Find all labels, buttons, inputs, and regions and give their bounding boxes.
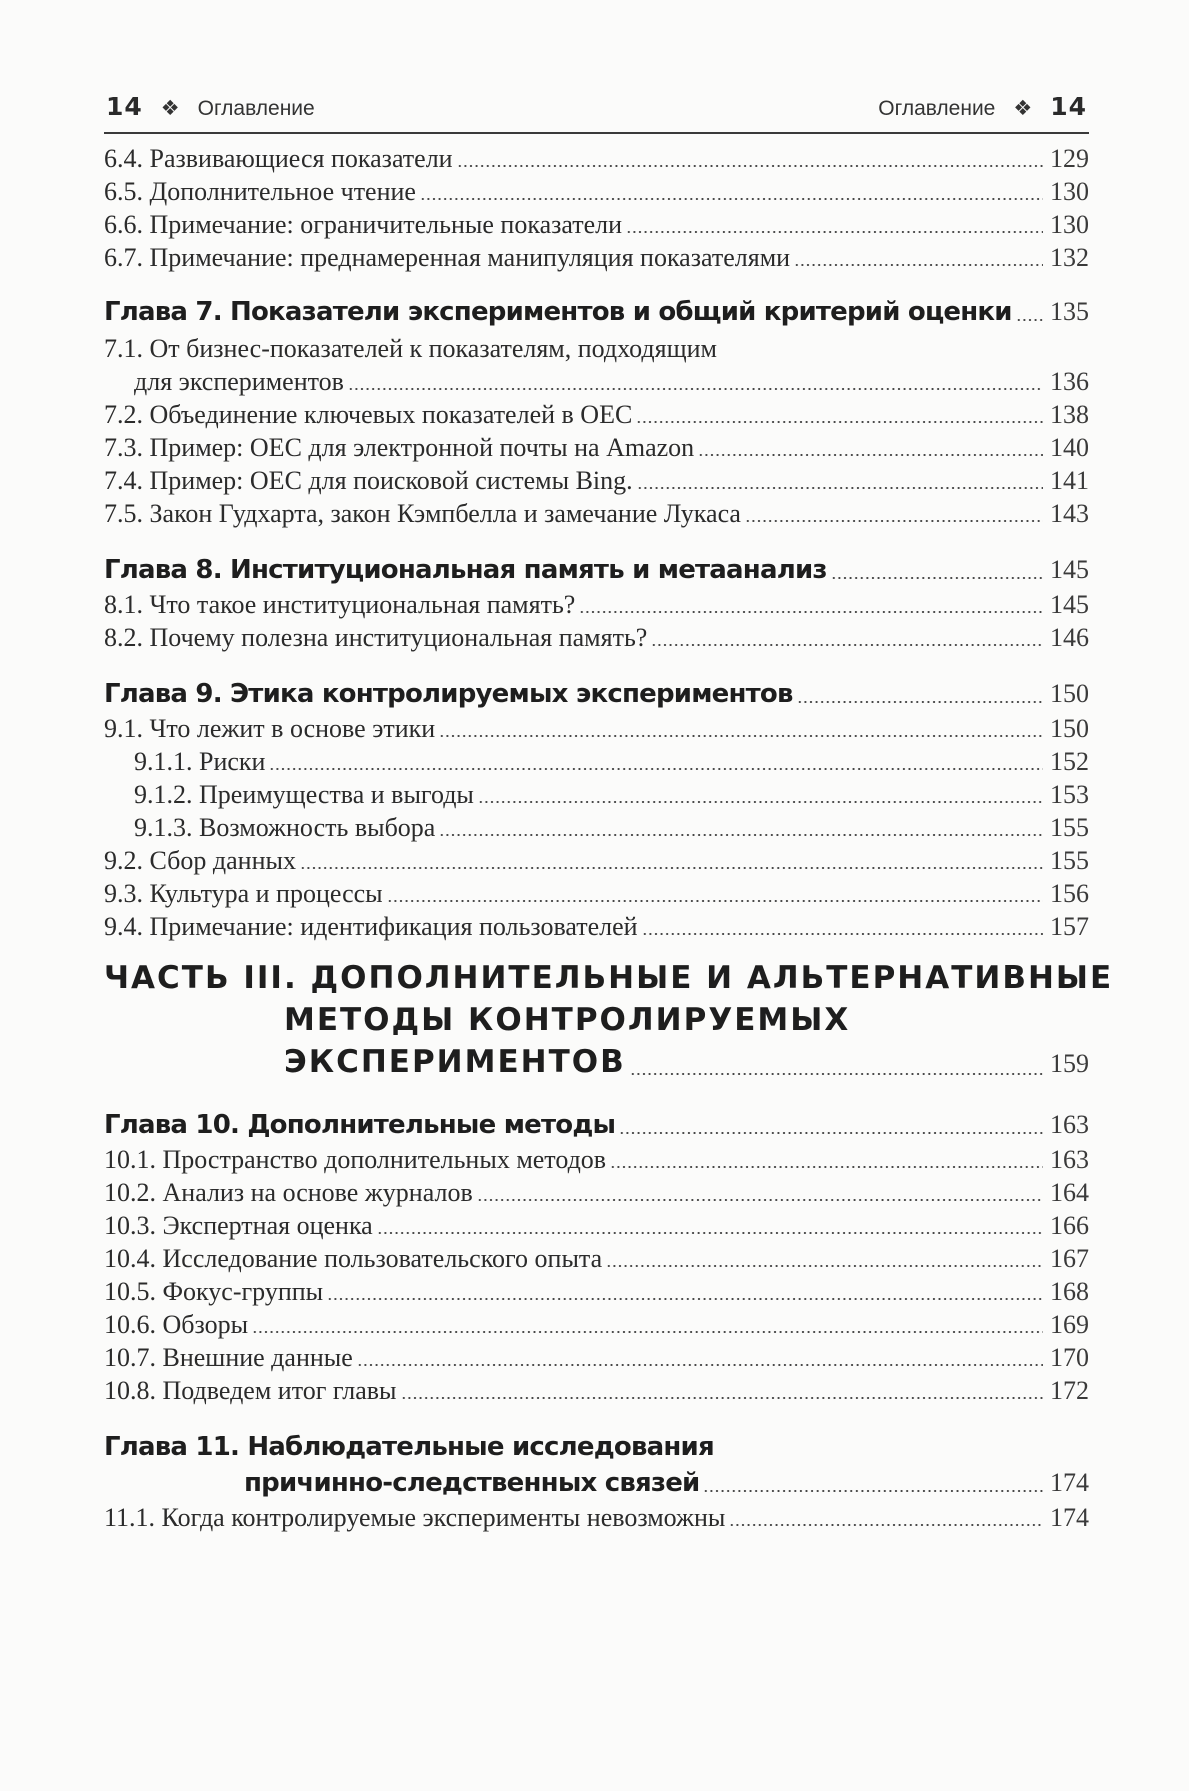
dot-leader (439, 735, 1043, 737)
toc-entry-page: 156 (1050, 879, 1089, 908)
toc-entry-page: 155 (1050, 846, 1089, 875)
toc-subentry[interactable] (104, 778, 1089, 811)
dot-leader (401, 1397, 1044, 1399)
toc-entry-label: 10.5. Фокус-группы (104, 1277, 324, 1306)
toc-entry-page: 172 (1050, 1376, 1089, 1405)
toc-subentry[interactable] (104, 745, 1089, 778)
toc-entry-label: 10.1. Пространство дополнительных методов (104, 1145, 607, 1174)
toc-entry[interactable] (104, 1176, 1089, 1209)
part-title-line: МЕТОДЫ КОНТРОЛИРУЕМЫХ (284, 1002, 851, 1038)
chapter-10-items (104, 1143, 1089, 1407)
toc-entry-page: 140 (1050, 433, 1089, 462)
dot-leader (377, 1232, 1043, 1234)
toc-entry-page: 143 (1050, 499, 1089, 528)
chapter-title: Глава 7. Показатели экспериментов и общий критерий оценки (104, 297, 1012, 327)
running-title: Оглавление (878, 97, 996, 120)
dot-leader (794, 264, 1043, 266)
toc-entry-label: 6.4. Развивающиеся показатели (104, 144, 453, 173)
dot-leader (619, 1132, 1043, 1134)
toc-entry-label: 9.1.1. Риски (134, 747, 266, 776)
dot-leader (630, 1073, 1043, 1075)
toc-entry[interactable] (104, 588, 1089, 621)
toc-entry-label: 10.8. Подведем итог главы (104, 1376, 397, 1405)
toc-entry-page: 132 (1050, 243, 1089, 272)
dot-leader (477, 1199, 1043, 1201)
ornament-icon: ❖ (160, 96, 180, 120)
dot-leader (745, 520, 1043, 522)
dot-leader (327, 1298, 1043, 1300)
toc-entry-label: 7.5. Закон Гудхарта, закон Кэмпбелла и замечание Лукаса (104, 499, 741, 528)
toc-entry-page: 166 (1050, 1211, 1089, 1240)
dot-leader (579, 611, 1043, 613)
book-page (104, 88, 1114, 1534)
toc-entry-page: 145 (1050, 590, 1089, 619)
chapter-title: Глава 8. Институциональная память и метаанализ (104, 555, 827, 585)
toc-entry[interactable] (104, 621, 1089, 654)
toc-entry-page: 167 (1050, 1244, 1089, 1273)
toc-entry-page: 141 (1050, 466, 1089, 495)
toc-entry-label: 10.4. Исследование пользовательского опыта (104, 1244, 603, 1273)
dot-leader (478, 801, 1043, 803)
dot-leader (357, 1364, 1043, 1366)
toc-entry-label: 8.2. Почему полезна институциональная память? (104, 623, 648, 652)
dot-leader (1016, 319, 1043, 321)
part-title-last-line (104, 1041, 1089, 1085)
toc-entry-label: 10.2. Анализ на основе журналов (104, 1178, 473, 1207)
toc-entry[interactable] (104, 1374, 1089, 1407)
chapter-page: 163 (1050, 1110, 1089, 1139)
dot-leader (797, 701, 1043, 703)
dot-leader (642, 933, 1043, 935)
toc-entry-label: 9.2. Сбор данных (104, 846, 296, 875)
toc-entry[interactable] (104, 497, 1089, 530)
dot-leader (606, 1265, 1043, 1267)
chapter-title-continued: причинно-следственных связей (244, 1468, 700, 1498)
chapter-title: Глава 11. Наблюдательные исследования (104, 1432, 714, 1462)
toc-entry-label: 8.1. Что такое институциональная память? (104, 590, 576, 619)
dot-leader (637, 487, 1043, 489)
toc-entry-label: 6.5. Дополнительное чтение (104, 177, 416, 206)
chapter-title: Глава 10. Дополнительные методы (104, 1110, 616, 1140)
toc-entry-page: 129 (1050, 144, 1089, 173)
dot-leader (729, 1524, 1043, 1526)
running-title: Оглавление (197, 97, 315, 120)
chapter-8-items (104, 588, 1089, 654)
toc-entry-label: 9.4. Примечание: идентификация пользователей (104, 912, 638, 941)
ornament-icon: ❖ (1013, 96, 1033, 120)
toc-entry-page: 157 (1050, 912, 1089, 941)
toc-entry-label: 11.1. Когда контролируемые эксперименты невозможны (104, 1503, 726, 1532)
running-head (104, 88, 1089, 134)
part-title-line: ЭКСПЕРИМЕНТОВ (284, 1044, 626, 1080)
chapter-page: 135 (1050, 297, 1089, 326)
toc-entry-page: 163 (1050, 1145, 1089, 1174)
dot-leader (626, 231, 1043, 233)
toc-entry[interactable] (104, 1501, 1089, 1534)
dot-leader (651, 644, 1043, 646)
toc-entry[interactable] (104, 1341, 1089, 1374)
table-of-contents (104, 142, 1114, 1534)
toc-entry-label: 7.4. Пример: OEC для поисковой системы Bing. (104, 466, 633, 495)
toc-entry-page: 155 (1050, 813, 1089, 842)
toc-entry[interactable] (104, 431, 1089, 464)
page-number: 14 (106, 92, 143, 121)
chapter-9-items (104, 712, 1089, 943)
chapter-6-items (104, 142, 1089, 274)
toc-entry-label: 6.6. Примечание: ограничительные показатели (104, 210, 623, 239)
chapter-heading[interactable] (104, 1429, 1089, 1501)
running-head-left (106, 92, 315, 121)
dot-leader (348, 388, 1043, 390)
toc-entry[interactable] (104, 175, 1089, 208)
toc-entry-label: 9.3. Культура и процессы (104, 879, 383, 908)
toc-entry-label: 10.6. Обзоры (104, 1310, 249, 1339)
dot-leader (457, 165, 1043, 167)
toc-entry-page: 138 (1050, 400, 1089, 429)
toc-entry-page: 174 (1050, 1503, 1089, 1532)
chapter-heading[interactable] (104, 294, 1089, 330)
toc-entry[interactable] (104, 241, 1089, 274)
dot-leader (610, 1166, 1043, 1168)
toc-entry[interactable] (104, 1308, 1089, 1341)
toc-entry[interactable] (104, 1209, 1089, 1242)
dot-leader (387, 900, 1043, 902)
part-title-line: ЧАСТЬ III. ДОПОЛНИТЕЛЬНЫЕ И АЛЬТЕРНАТИВНЫЕ (104, 960, 1114, 996)
chapter-title-last-line (104, 1465, 1089, 1501)
toc-entry-label: 10.3. Экспертная оценка (104, 1211, 373, 1240)
dot-leader (698, 454, 1043, 456)
toc-entry[interactable] (104, 208, 1089, 241)
toc-entry-page: 150 (1050, 714, 1089, 743)
toc-entry[interactable] (104, 844, 1089, 877)
chapter-page: 145 (1050, 555, 1089, 584)
toc-entry-page: 152 (1050, 747, 1089, 776)
part-page: 159 (1050, 1049, 1089, 1078)
dot-leader (636, 421, 1043, 423)
toc-entry[interactable] (104, 1275, 1089, 1308)
dot-leader (269, 768, 1043, 770)
toc-entry-page: 164 (1050, 1178, 1089, 1207)
toc-entry-page: 130 (1050, 177, 1089, 206)
dot-leader (831, 577, 1043, 579)
toc-entry[interactable] (104, 1143, 1089, 1176)
toc-entry-label: 9.1. Что лежит в основе этики (104, 714, 436, 743)
dot-leader (252, 1331, 1043, 1333)
part-heading[interactable] (104, 957, 1114, 1085)
toc-entry-page: 146 (1050, 623, 1089, 652)
dot-leader (420, 198, 1043, 200)
dot-leader (300, 867, 1043, 869)
toc-entry-page: 168 (1050, 1277, 1089, 1306)
toc-entry[interactable] (104, 332, 1089, 398)
toc-entry-page: 136 (1050, 367, 1089, 396)
chapter-page: 174 (1050, 1468, 1089, 1497)
toc-entry-page: 170 (1050, 1343, 1089, 1372)
toc-entry-label: 9.1.3. Возможность выбора (134, 813, 436, 842)
chapter-heading[interactable] (104, 676, 1089, 712)
toc-subentry[interactable] (104, 811, 1089, 844)
toc-entry[interactable] (104, 910, 1089, 943)
toc-entry-label: 7.1. От бизнес-показателей к показателям, подходящим (104, 334, 717, 363)
toc-entry-label: 6.7. Примечание: преднамеренная манипуляция показателями (104, 243, 791, 272)
chapter-11-items (104, 1501, 1089, 1534)
toc-entry-label: 7.2. Объединение ключевых показателей в OEC (104, 400, 633, 429)
toc-entry[interactable] (104, 877, 1089, 910)
toc-entry-label: 9.1.2. Преимущества и выгоды (134, 780, 474, 809)
chapter-title: Глава 9. Этика контролируемых экспериментов (104, 679, 793, 709)
running-head-right (878, 92, 1087, 121)
toc-entry-page: 169 (1050, 1310, 1089, 1339)
dot-leader (703, 1490, 1043, 1492)
chapter-heading[interactable] (104, 1107, 1089, 1143)
toc-entry-page: 130 (1050, 210, 1089, 239)
chapter-heading[interactable] (104, 552, 1089, 588)
toc-entry-label: 7.3. Пример: OEC для электронной почты на Amazon (104, 433, 695, 462)
toc-entry[interactable] (104, 1242, 1089, 1275)
toc-entry-page: 153 (1050, 780, 1089, 809)
chapter-page: 150 (1050, 679, 1089, 708)
toc-entry[interactable] (104, 398, 1089, 431)
toc-entry[interactable] (104, 464, 1089, 497)
dot-leader (439, 834, 1043, 836)
toc-entry-label-continued: для экспериментов (134, 367, 344, 396)
toc-entry-label: 10.7. Внешние данные (104, 1343, 353, 1372)
chapter-7-items (104, 332, 1089, 530)
toc-entry[interactable] (104, 142, 1089, 175)
toc-entry[interactable] (104, 712, 1089, 745)
page-number: 14 (1050, 92, 1087, 121)
